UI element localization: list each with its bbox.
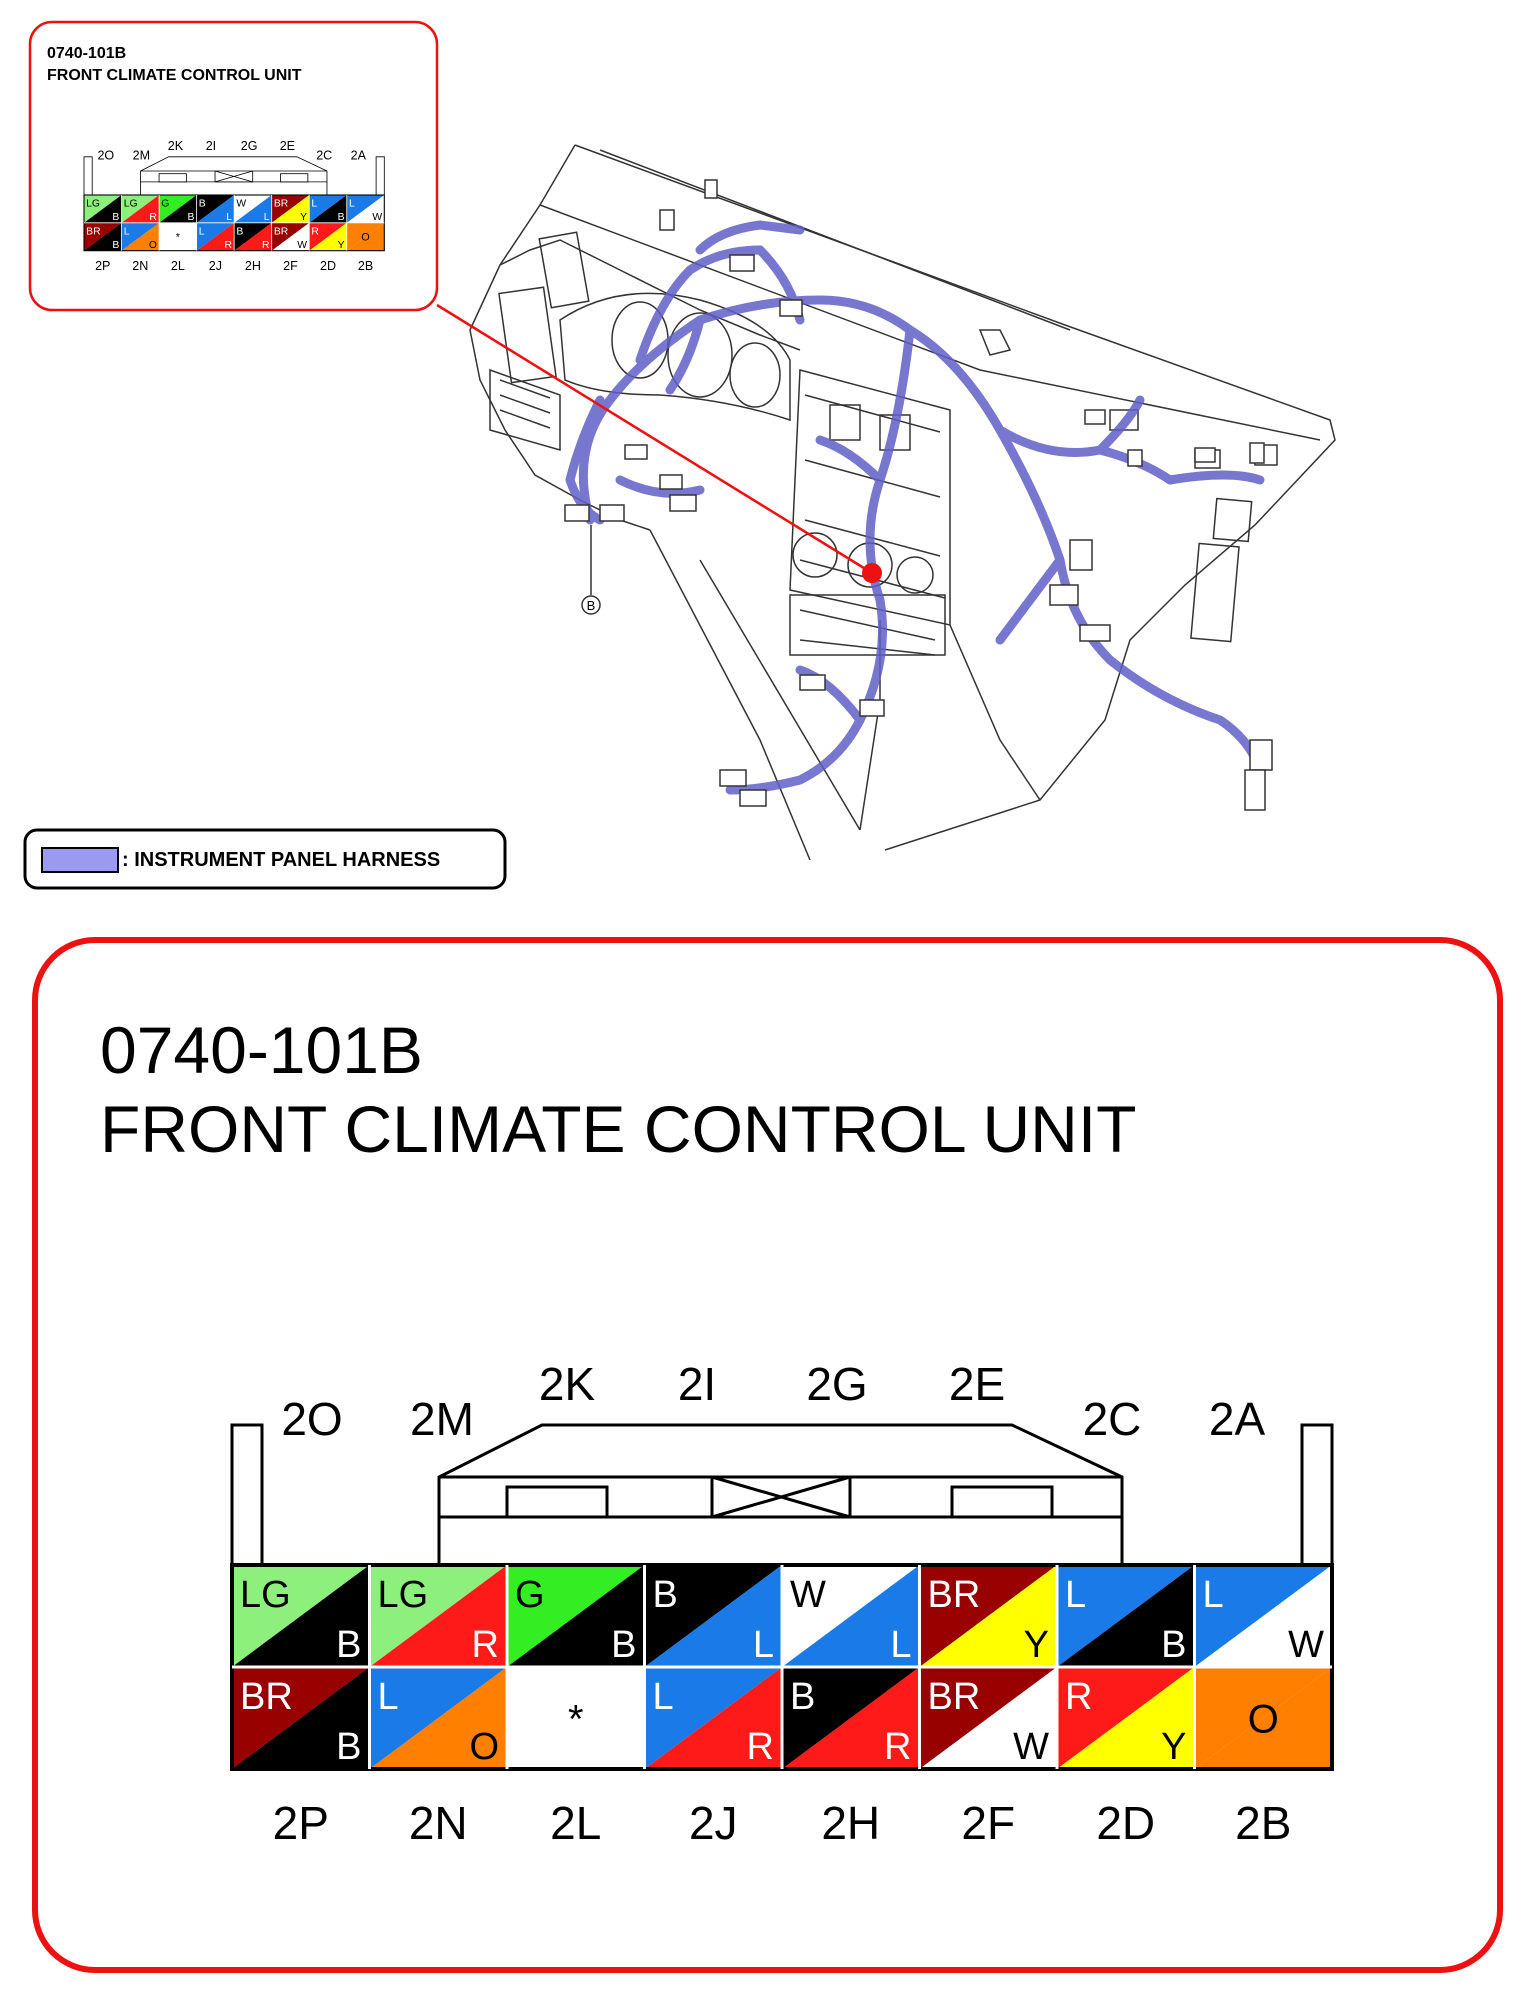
main-pin-label: 2C	[1082, 1393, 1142, 1445]
main-top-wire-stripe: L	[752, 1624, 774, 1666]
main-pin-label: 2E	[948, 1358, 1006, 1410]
main-pin-label: 2G	[806, 1358, 868, 1410]
inset-pin-label: 2N	[132, 258, 149, 273]
inset-top-wire-stripe: R	[149, 212, 157, 224]
inset-pin-label: 2M	[132, 148, 151, 163]
main-pin-label: 2D	[1096, 1797, 1156, 1849]
inset-pin-label: 2F	[283, 258, 298, 273]
main-pin-label: 2K	[538, 1358, 596, 1410]
main-bottom-wire-color: BR	[927, 1676, 981, 1718]
inset-pin-label: 2I	[205, 138, 217, 153]
inset-pin-label: 2L	[170, 258, 185, 273]
inset-bottom-wire-stripe: R	[224, 239, 232, 251]
inset-pin-label: 2H	[244, 258, 261, 273]
inset-bottom-wire-color: L	[123, 226, 130, 238]
harness-connectors	[565, 180, 1272, 810]
inset-connector-code: 0740-101B	[47, 45, 127, 62]
inset-top-wire-stripe: L	[263, 212, 270, 224]
inset-pin-label: 2C	[316, 148, 333, 163]
main-top-wire-color: W	[790, 1574, 826, 1616]
main-pin-label: 2F	[961, 1797, 1016, 1849]
main-bottom-wire-color: BR	[240, 1676, 293, 1718]
inset-pin-label: 2B	[357, 258, 374, 273]
inset-top-wire-stripe: W	[372, 212, 383, 224]
connector-location-dot	[862, 563, 882, 583]
inset-bottom-wire-stripe: B	[112, 239, 120, 251]
inset-bottom-wire-color: BR	[273, 226, 289, 238]
main-pin-label: 2L	[550, 1797, 602, 1849]
inset-top-wire-color: LG	[123, 198, 138, 210]
main-pin-label: 2J	[688, 1797, 738, 1849]
main-top-wire-stripe: L	[890, 1624, 912, 1666]
inset-bottom-wire-label: *	[175, 231, 180, 244]
main-pin-label: 2O	[281, 1393, 343, 1445]
main-bottom-wire-label: *	[567, 1697, 584, 1742]
main-bottom-wire-stripe: Y	[1161, 1726, 1187, 1768]
main-top-wire-color: L	[1202, 1574, 1224, 1616]
inset-top-wire-color: LG	[86, 198, 101, 210]
main-bottom-wire-color: L	[377, 1676, 399, 1718]
inset-bottom-wire-stripe: R	[262, 239, 270, 251]
inset-top-wire-color: B	[198, 198, 206, 210]
inset-top-wire-color: L	[348, 198, 355, 210]
inset-pin-label: 2P	[95, 258, 111, 273]
main-top-wire-color: B	[652, 1574, 678, 1616]
legend-swatch	[42, 848, 118, 872]
inset-top-wire-stripe: Y	[300, 212, 308, 224]
main-bottom-wire-label: O	[1247, 1697, 1279, 1742]
main-bottom-wire-stripe: O	[469, 1726, 499, 1768]
main-bottom-wire-stripe: R	[884, 1726, 912, 1768]
main-pin-label: 2M	[410, 1393, 474, 1445]
main-top-wire-stripe: B	[336, 1624, 362, 1666]
inset-pin-label: 2A	[350, 148, 367, 163]
inset-bottom-wire-color: B	[236, 226, 244, 238]
main-top-wire-stripe: B	[1161, 1624, 1187, 1666]
inset-bottom-wire-color: L	[198, 226, 205, 238]
inset-bottom-wire-stripe: O	[148, 239, 157, 251]
main-pin-label: 2H	[821, 1797, 881, 1849]
main-top-wire-color: BR	[927, 1574, 981, 1616]
main-pin-label: 2I	[677, 1358, 717, 1410]
inset-top-wire-stripe: B	[337, 212, 345, 224]
inset-top-wire-color: W	[236, 198, 247, 210]
instrument-panel-illustration	[470, 145, 1335, 860]
inset-pin-label: 2K	[167, 138, 184, 153]
main-top-wire-color: L	[1065, 1574, 1087, 1616]
main-pin-label: 2P	[272, 1797, 329, 1849]
inset-pin-label: 2G	[240, 138, 258, 153]
main-top-wire-color: LG	[240, 1574, 291, 1616]
connector-name: FRONT CLIMATE CONTROL UNIT	[100, 1092, 1137, 1166]
inset-top-wire-color: G	[161, 198, 170, 210]
main-top-wire-color: LG	[377, 1574, 429, 1616]
location-marker-label: B	[586, 598, 596, 613]
main-top-wire-stripe: Y	[1023, 1624, 1049, 1666]
inset-pin-label: 2D	[319, 258, 337, 273]
main-bottom-wire-stripe: W	[1013, 1726, 1049, 1768]
inset-bottom-wire-color: BR	[86, 226, 101, 238]
inset-bottom-wire-label: O	[361, 231, 370, 244]
inset-connector-name: FRONT CLIMATE CONTROL UNIT	[47, 67, 302, 84]
main-pin-label: 2B	[1235, 1797, 1292, 1849]
inset-top-wire-color: BR	[273, 198, 289, 210]
inset-bottom-wire-color: R	[311, 226, 319, 238]
inset-top-wire-stripe: L	[226, 212, 232, 224]
main-top-wire-color: G	[515, 1574, 545, 1616]
main-bottom-wire-color: B	[790, 1676, 816, 1718]
main-bottom-wire-stripe: R	[746, 1726, 774, 1768]
inset-bottom-wire-stripe: Y	[337, 239, 345, 251]
legend-label: : INSTRUMENT PANEL HARNESS	[122, 849, 441, 871]
location-marker	[582, 525, 600, 614]
main-top-wire-stripe: W	[1288, 1624, 1324, 1666]
inset-top-wire-stripe: B	[112, 212, 120, 224]
main-top-wire-stripe: R	[471, 1624, 499, 1666]
inset-pin-label: 2O	[97, 148, 115, 163]
main-bottom-wire-color: R	[1065, 1676, 1093, 1718]
inset-pin-label: 2J	[208, 258, 223, 273]
connector-code: 0740-101B	[100, 1013, 423, 1087]
main-top-wire-stripe: B	[611, 1624, 637, 1666]
main-bottom-wire-stripe: B	[336, 1726, 362, 1768]
inset-bottom-wire-stripe: W	[297, 239, 308, 251]
inset-top-wire-stripe: B	[187, 212, 195, 224]
inset-top-wire-color: L	[311, 198, 318, 210]
main-pin-label: 2A	[1208, 1393, 1266, 1445]
inset-pin-label: 2E	[279, 138, 296, 153]
main-bottom-wire-color: L	[652, 1676, 674, 1718]
main-pin-label: 2N	[408, 1797, 468, 1849]
